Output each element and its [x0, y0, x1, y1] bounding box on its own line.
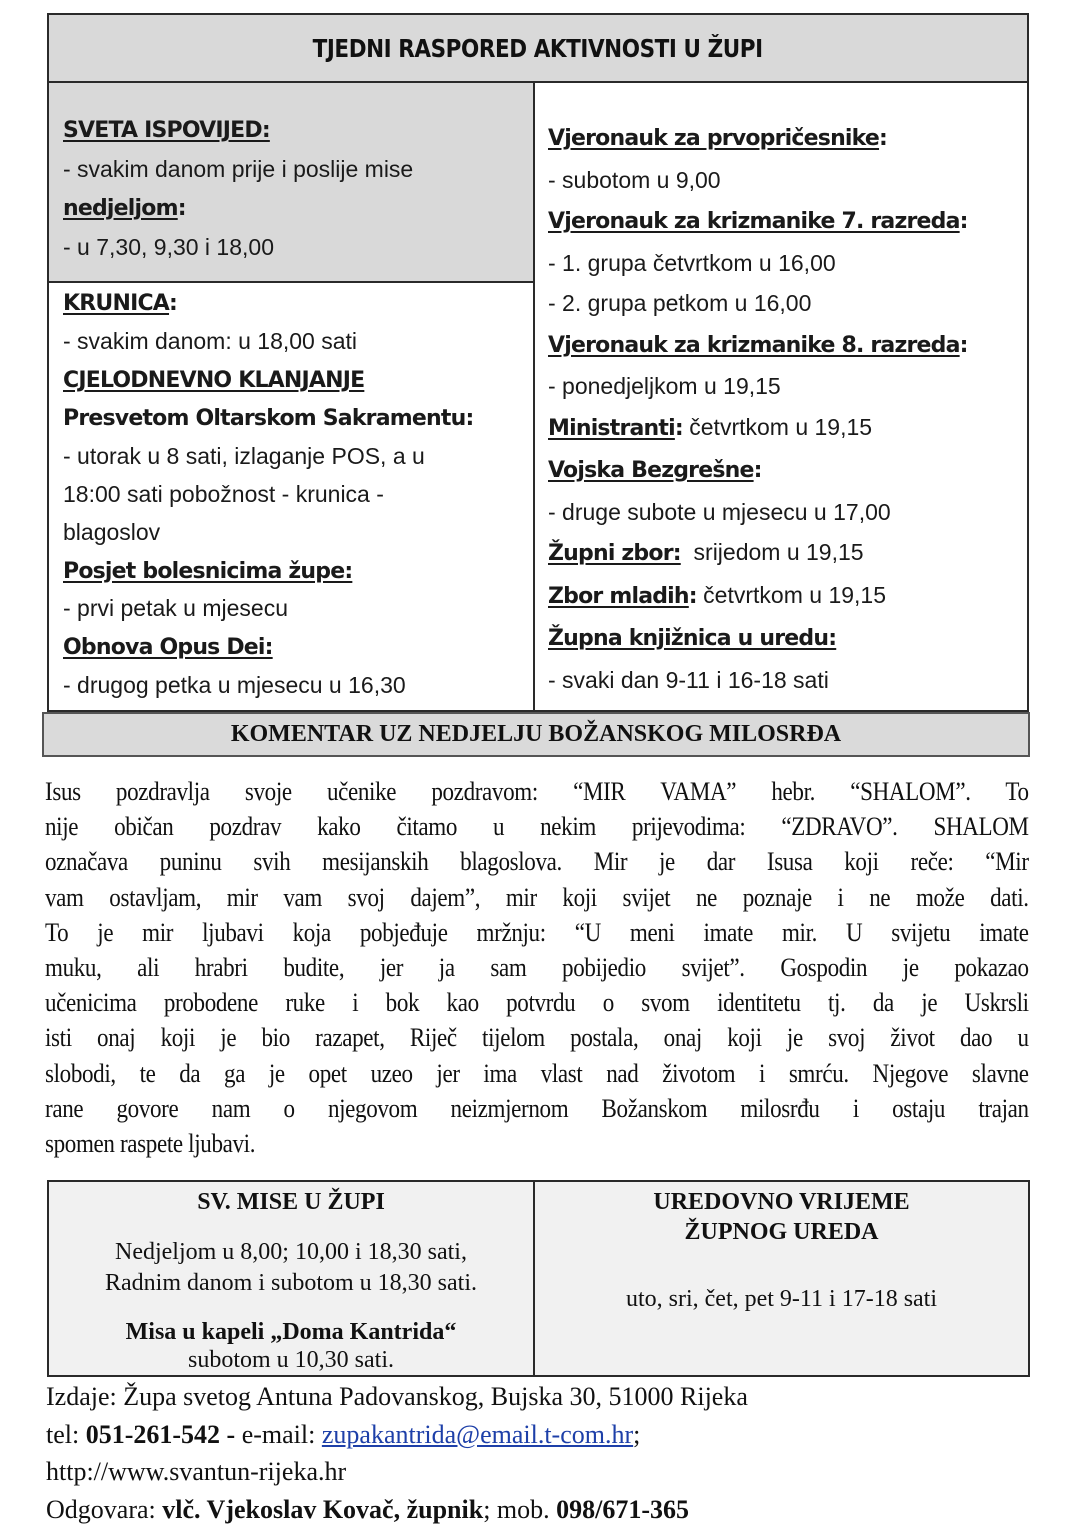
comment-line-text: označava puninu svih mesijanskih blagoslova. Mir je dar Isusa koji reče: “Mir: [45, 847, 1029, 877]
adoration-subheading: Presvetom Oltarskom Sakramentu:: [63, 406, 474, 432]
email-link[interactable]: zupakantrida@email.t-com.hr: [321, 1419, 634, 1449]
opus-dei-heading: Obnova Opus Dei:: [63, 635, 273, 661]
first-communion-line: - subotom u 9,00: [548, 166, 721, 193]
confession-heading: SVETA ISPOVIJED:: [63, 118, 270, 143]
rosary-box: [49, 283, 533, 709]
responsible-label: Odgovara:: [46, 1494, 163, 1524]
confirmation-7-group-1: - 1. grupa četvrtkom u 16,00: [548, 249, 836, 276]
masses-sunday: Nedjeljom u 8,00; 10,00 i 18,30 sati,: [115, 1239, 467, 1265]
militia-heading: Vojska Bezgrešne: [548, 458, 754, 483]
schedule-title-bar: [49, 15, 1027, 83]
sunday-colon: :: [177, 196, 186, 221]
confirmation-8-heading: Vjeronauk za krizmanike 8. razreda: [548, 332, 960, 358]
confirmation-8-colon: :: [959, 332, 968, 358]
office-hours-box: [535, 1182, 1028, 1375]
email-suffix: ;: [633, 1419, 641, 1449]
altar-servers-colon: :: [674, 415, 683, 441]
masses-heading: SV. MISE U ŽUPI: [197, 1189, 385, 1215]
mobile-number: 098/671-365: [556, 1494, 690, 1524]
youth-choir-colon: :: [688, 583, 697, 609]
confirmation-7-heading: Vjeronauk za krizmanike 7. razreda: [548, 209, 960, 234]
comment-line-text: spomen raspete ljubavi.: [45, 1128, 256, 1158]
rosary-heading: KRUNICA: [63, 291, 170, 316]
comment-line: [45, 844, 1029, 879]
website-line: http://www.svantun-rijeka.hr: [46, 1457, 347, 1486]
youth-choir-heading: Zbor mladih: [548, 583, 689, 609]
separator: -: [220, 1419, 242, 1449]
comment-line-text: To je mir ljubavi koja pobjeđuje mržnju: “U meni imate mir. U svijetu imate: [45, 917, 1029, 947]
comment-line: [45, 985, 1029, 1020]
militia-line: - druge subote u mjesecu u 17,00: [548, 498, 891, 525]
sick-visit-heading: Posjet bolesnicima župe:: [63, 558, 353, 584]
comment-line: [45, 880, 1029, 915]
office-hours: uto, sri, čet, pet 9-11 i 17-18 sati: [625, 1286, 938, 1312]
parish-choir-heading: Župni zbor:: [548, 541, 681, 566]
first-communion-heading: Vjeronauk za prvopričesnike: [548, 126, 880, 151]
footer-imprint: [46, 1378, 748, 1528]
comment-title: KOMENTAR UZ NEDJELJU BOŽANSKOG MILOSRĐA: [42, 712, 1030, 757]
weekly-schedule-table: [47, 13, 1029, 712]
comment-line: [45, 950, 1029, 985]
library-line: - svaki dan 9-11 i 16-18 sati: [548, 666, 829, 693]
comment-line: [45, 774, 1029, 809]
confession-box: [49, 83, 533, 283]
altar-servers-heading: Ministranti: [548, 415, 675, 441]
confirmation-7-group-2: - 2. grupa petkom u 16,00: [548, 290, 812, 316]
comment-line-text: rane govore nam o njegovom neizmjernom Božanskom milosrđu i ostaju trajan: [45, 1093, 1029, 1123]
altar-servers-time: četvrtkom u 19,15: [682, 413, 873, 440]
office-heading-line-1: UREDOVNO VRIJEME: [653, 1189, 910, 1215]
comment-line: [45, 1126, 1029, 1161]
militia-colon: :: [753, 458, 762, 483]
confirmation-7-colon: :: [959, 209, 968, 234]
comment-body: [45, 774, 1029, 1161]
first-communion-colon: :: [879, 126, 888, 151]
comment-line-text: Isus pozdravlja svoje učenike pozdravom: “MIR VAMA” hebr. “SHALOM”. To: [45, 777, 1029, 806]
schedule-right-column: [535, 83, 1027, 710]
confession-line: - svakim danom prije i poslije mise: [63, 156, 414, 182]
comment-line-text: muku, ali hrabri budite, jer ja sam pobijedio svijet”. Gospodin je pokazao: [45, 952, 1029, 982]
rosary-colon: :: [169, 291, 178, 316]
comment-line-text: isti onaj koji je bio razapet, Riječ tijelom postala, onaj koji je svoj život dao u: [45, 1023, 1029, 1053]
publisher-line: Izdaje: Župa svetog Antuna Padovanskog, Bujska 30, 51000 Rijeka: [46, 1382, 748, 1411]
opus-dei-line: - drugog petka u mjesecu u 16,30: [63, 671, 406, 698]
chapel-mass-time: subotom u 10,30 sati.: [187, 1347, 394, 1373]
phone-number: 051-261-542: [85, 1419, 221, 1449]
adoration-line-1: - utorak u 8 sati, izlaganje POS, a u: [63, 443, 425, 470]
info-table: [47, 1180, 1030, 1377]
adoration-heading: CJELODNEVNO KLANJANJE: [63, 367, 365, 393]
parish-choir-time: srijedom u 19,15: [680, 539, 864, 565]
email-label: e-mail:: [241, 1419, 322, 1449]
youth-choir-time: četvrtkom u 19,15: [696, 581, 886, 608]
comment-line: [45, 809, 1029, 844]
adoration-line-3: blagoslov: [63, 518, 161, 545]
sunday-times: - u 7,30, 9,30 i 18,00: [63, 234, 274, 260]
comment-line-text: vam ostavljam, mir vam svoj dajem”, mir koji svijet ne poznaje i ne može dati.: [45, 882, 1029, 912]
sick-visit-line: - prvi petak u mjesecu: [63, 595, 288, 622]
comment-line: [45, 1056, 1029, 1091]
schedule-left-column: [49, 83, 535, 710]
adoration-line-2: 18:00 sati pobožnost - krunica -: [63, 480, 384, 507]
responsible-person: vlč. Vjekoslav Kovač, župnik: [162, 1494, 484, 1524]
comment-line-text: slobodi, te da ga je opet uzeo jer ima vlast nad životom i smrću. Njegove slavne: [45, 1058, 1029, 1088]
rosary-line: - svakim danom: u 18,00 sati: [63, 327, 358, 354]
library-heading: Župna knjižnica u uredu:: [548, 626, 837, 651]
masses-weekday: Radnim danom i subotom u 18,30 sati.: [105, 1270, 477, 1296]
chapel-mass-heading: Misa u kapeli „Doma Kantrida“: [125, 1319, 457, 1345]
tel-label: tel:: [46, 1419, 86, 1449]
confirmation-8-line: - ponedjeljkom u 19,15: [548, 373, 781, 399]
sunday-heading: nedjeljom: [63, 196, 178, 221]
comment-line: [45, 1020, 1029, 1055]
office-heading-line-2: ŽUPNOG UREDA: [684, 1219, 879, 1245]
mobile-label: ; mob.: [483, 1494, 557, 1524]
comment-line-text: učenicima probodene ruke i bok kao potvrdu o svom identitetu tj. da je Uskrsli: [45, 988, 1029, 1018]
comment-line: [45, 915, 1029, 950]
comment-line: [45, 1091, 1029, 1126]
comment-line-text: nije običan pozdrav kako čitamo u nekim prijevodima: “ZDRAVO”. SHALOM: [45, 812, 1029, 842]
schedule-title: TJEDNI RASPORED AKTIVNOSTI U ŽUPI: [312, 33, 764, 63]
masses-box: [49, 1182, 535, 1375]
